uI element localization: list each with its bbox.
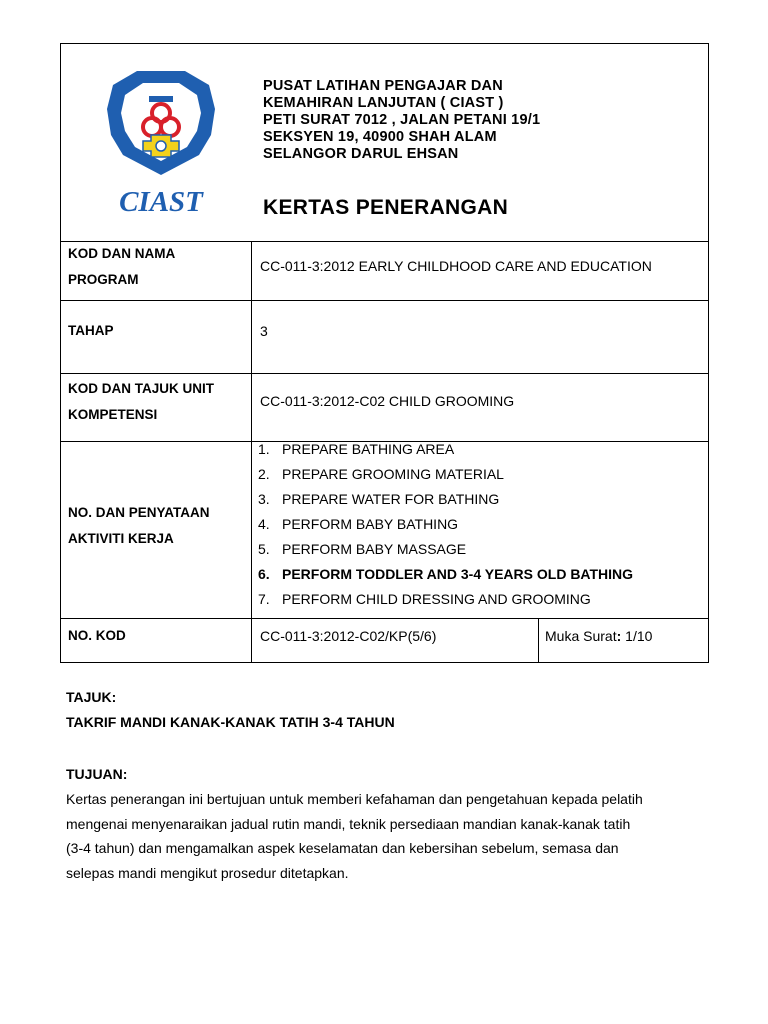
tahap-label: TAHAP (68, 323, 114, 338)
list-item: 1. PREPARE BATHING AREA (258, 441, 455, 457)
kod-label: NO. KOD (68, 628, 126, 643)
tahap-value: 3 (260, 323, 268, 339)
program-value: CC-011-3:2012 EARLY CHILDHOOD CARE AND EDUCATION (260, 258, 652, 274)
logo-wordmark: CIAST (119, 186, 203, 218)
row-divider (61, 373, 708, 374)
list-item: 2. PREPARE GROOMING MATERIAL (258, 466, 504, 482)
address-line: SELANGOR DARUL EHSAN (263, 146, 459, 162)
address-line: KEMAHIRAN LANJUTAN ( CIAST ) (263, 95, 504, 111)
ciast-logo (91, 69, 231, 219)
page-number: Muka Surat: 1/10 (545, 628, 653, 644)
institution-address (263, 78, 540, 163)
unit-value: CC-011-3:2012-C02 CHILD GROOMING (260, 393, 515, 409)
paragraph-line: mengenai menyenaraikan jadual rutin mandi, teknik persediaan mandian kanak-kanak tatih (66, 815, 631, 832)
activities-label: NO. DAN PENYATAAN AKTIVITI KERJA (68, 505, 210, 546)
address-line: SEKSYEN 19, 40900 SHAH ALAM (263, 129, 497, 145)
unit-label: KOD DAN TAJUK UNIT KOMPETENSI (68, 381, 214, 422)
tujuan-heading: TUJUAN: (66, 766, 128, 782)
paragraph-line: Kertas penerangan ini bertujuan untuk memberi kefahaman dan pengetahuan kepada pelatih (66, 791, 643, 807)
program-label: KOD DAN NAMA PROGRAM (68, 246, 176, 287)
list-item: 7. PERFORM CHILD DRESSING AND GROOMING (258, 591, 591, 607)
list-item: 4. PERFORM BABY BATHING (258, 516, 459, 532)
list-item-current: 6. PERFORM TODDLER AND 3-4 YEARS OLD BATHING (258, 566, 634, 582)
activity-list (258, 439, 633, 614)
column-divider (251, 241, 252, 663)
column-divider (538, 618, 539, 663)
list-item: 3. PREPARE WATER FOR BATHING (258, 491, 500, 507)
document-title: KERTAS PENERANGAN (263, 196, 509, 219)
kod-value: CC-011-3:2012-C02/KP(5/6) (260, 628, 437, 644)
list-item: 5. PERFORM BABY MASSAGE (258, 541, 467, 557)
paragraph-line: (3-4 tahun) dan mengamalkan aspek keselamatan dan kebersihan sebelum, semasa dan (66, 840, 619, 856)
row-divider (61, 300, 708, 301)
tajuk-heading: TAJUK: (66, 689, 117, 705)
row-divider (61, 618, 708, 619)
paragraph-line: selepas mandi mengikut prosedur ditetapkan. (66, 864, 349, 881)
tujuan-paragraph (66, 787, 704, 885)
tajuk-text: TAKRIF MANDI KANAK-KANAK TATIH 3-4 TAHUN (66, 714, 395, 730)
address-line: PETI SURAT 7012 , JALAN PETANI 19/1 (263, 112, 541, 128)
address-line: PUSAT LATIHAN PENGAJAR DAN (263, 78, 503, 94)
document-header-table (60, 43, 709, 663)
